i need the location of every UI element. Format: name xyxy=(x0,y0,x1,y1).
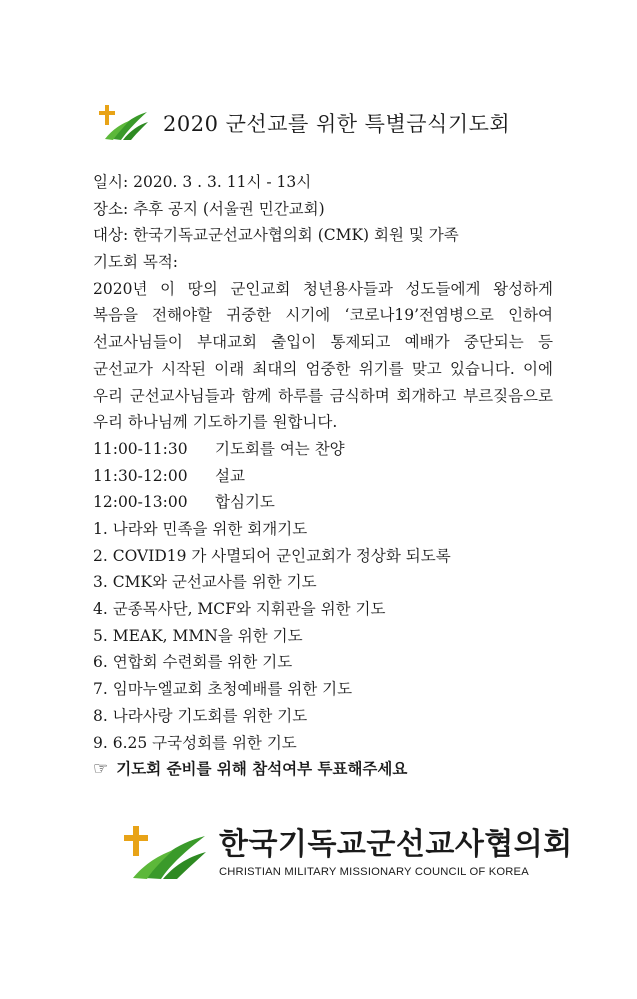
prayer-item: 5. MEAK, MMN을 위한 기도 xyxy=(93,626,303,645)
rsvp-notice xyxy=(93,756,553,783)
prayer-item: 7. 임마누엘교회 초청예배를 위한 기도 xyxy=(93,680,353,699)
document-body xyxy=(93,169,553,783)
schedule-row xyxy=(93,489,553,516)
schedule-item: 합심기도 xyxy=(215,493,275,512)
header xyxy=(97,103,510,143)
cmk-logo-icon xyxy=(97,103,149,143)
schedule-time: 11:00-11:30 xyxy=(93,439,188,458)
schedule-time: 12:00-13:00 xyxy=(93,493,188,512)
prayer-item: 6. 연합회 수련회를 위한 기도 xyxy=(93,653,293,672)
schedule-row xyxy=(93,436,553,463)
date-line: 일시: 2020. 3 . 3. 11시 - 13시 xyxy=(93,173,312,191)
prayer-item: 9. 6.25 구국성회를 위한 기도 xyxy=(93,733,297,752)
schedule-row xyxy=(93,463,553,490)
page-title: 2020 군선교를 위한 특별금식기도회 xyxy=(163,112,511,136)
schedule-item: 설교 xyxy=(215,466,245,485)
purpose-label: 기도회 목적: xyxy=(93,253,179,272)
rsvp-notice-text: 기도회 준비를 위해 참석여부 투표해주세요 xyxy=(116,759,408,779)
prayer-item: 3. CMK와 군선교사를 위한 기도 xyxy=(93,573,317,592)
prayer-item: 8. 나라사랑 기도회를 위한 기도 xyxy=(93,706,308,725)
prayer-item: 1. 나라와 민족을 위한 회개기도 xyxy=(93,520,308,539)
prayer-item: 4. 군종목사단, MCF와 지휘관을 위한 기도 xyxy=(93,600,386,619)
schedule-time: 11:30-12:00 xyxy=(93,466,188,485)
org-text xyxy=(219,828,573,878)
org-name-english: CHRISTIAN MILITARY MISSIONARY COUNCIL OF KOREA xyxy=(219,866,529,878)
purpose-paragraph: 2020년 이 땅의 군인교회 청년용사들과 성도들에게 왕성하게 복음을 전해야할 귀중한 시기에 ‘코로나19’전염병으로 인하여 선교사님들이 부대교회 출입이 통제되고 예배가 중단되는 등 군선교가 시작된 이래 최대의 엄중한 위기를 맞고 있습니다. 이에 우리 군선교사님들과 함께 하루를 금식하며 회개하고 부르짖음으로 우리 하나님께 기도하기를 원합니다. xyxy=(93,279,553,432)
schedule-item: 기도회를 여는 찬양 xyxy=(215,439,345,458)
prayer-item: 2. COVID19 가 사멸되어 군인교회가 정상화 되도록 xyxy=(93,546,451,565)
footer-org-logo xyxy=(121,824,573,882)
cmk-logo-icon xyxy=(121,824,207,882)
pointing-hand-icon: ☞ xyxy=(93,759,109,780)
place-line: 장소: 추후 공지 (서울권 민간교회) xyxy=(93,199,325,218)
target-line: 대상: 한국기독교군선교사협의회 (CMK) 회원 및 가족 xyxy=(93,226,459,245)
org-name: 한국기독교군선교사협의회 xyxy=(219,827,573,862)
